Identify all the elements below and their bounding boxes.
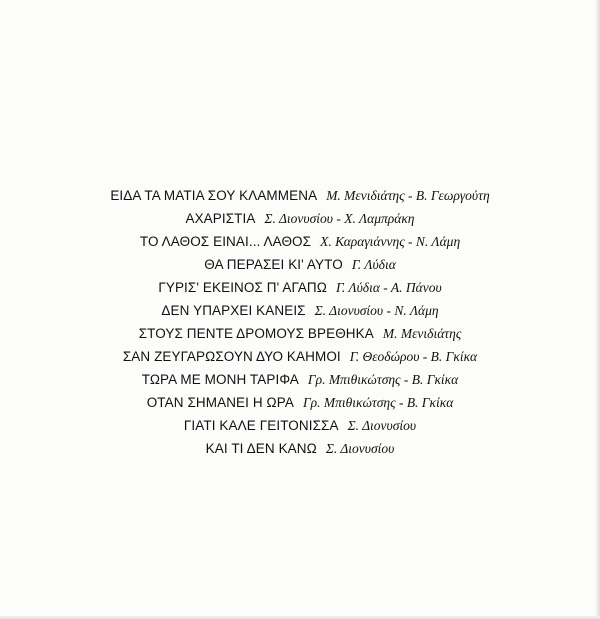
track-item xyxy=(0,184,600,207)
track-title: ΑΧΑΡΙΣΤΙΑ xyxy=(185,211,256,226)
track-credit: Μ. Μενιδιάτης - Β. Γεωργούτη xyxy=(326,188,490,203)
track-item xyxy=(0,437,600,460)
track-list xyxy=(0,184,600,460)
track-title: ΣΤΟΥΣ ΠΕΝΤΕ ΔΡΟΜΟΥΣ ΒΡΕΘΗΚΑ xyxy=(138,326,374,341)
track-title: ΤΟ ΛΑΘΟΣ ΕΙΝΑΙ... ΛΑΘΟΣ xyxy=(139,234,312,249)
track-credit: Μ. Μενιδιάτης xyxy=(382,326,462,341)
track-title: ΚΑΙ ΤΙ ΔΕΝ ΚΑΝΩ xyxy=(205,441,317,456)
track-item xyxy=(0,368,600,391)
track-credit: Σ. Διονυσίου - Χ. Λαμπράκη xyxy=(264,211,415,226)
track-credit: Γ. Λύδια - Α. Πάνου xyxy=(335,280,442,295)
track-title: ΔΕΝ ΥΠΑΡΧΕΙ ΚΑΝΕΙΣ xyxy=(161,303,306,318)
track-credit: Σ. Διονυσίου - Ν. Λάμη xyxy=(314,303,439,318)
track-item xyxy=(0,207,600,230)
track-title: ΓΥΡΙΣ' ΕΚΕΙΝΟΣ Π' ΑΓΑΠΩ xyxy=(158,280,327,295)
track-credit: Γρ. Μπιθικώτσης - Β. Γκίκα xyxy=(307,372,459,387)
track-item xyxy=(0,230,600,253)
track-item xyxy=(0,253,600,276)
track-credit: Γρ. Μπιθικώτσης - Β. Γκίκα xyxy=(302,395,454,410)
track-credit: Γ. Λύδια xyxy=(351,257,396,272)
track-item xyxy=(0,345,600,368)
track-title: ΓΙΑΤΙ ΚΑΛΕ ΓΕΙΤΟΝΙΣΣΑ xyxy=(183,418,339,433)
track-credit: Χ. Καραγιάννης - Ν. Λάμη xyxy=(320,234,461,249)
track-item xyxy=(0,391,600,414)
track-title: ΟΤΑΝ ΣΗΜΑΝΕΙ Η ΩΡΑ xyxy=(146,395,294,410)
track-item xyxy=(0,322,600,345)
track-item xyxy=(0,276,600,299)
track-title: ΤΩΡΑ ΜΕ ΜΟΝΗ ΤΑΡΙΦΑ xyxy=(141,372,299,387)
track-item xyxy=(0,299,600,322)
track-credit: Σ. Διονυσίου xyxy=(347,418,417,433)
track-item xyxy=(0,414,600,437)
track-credit: Σ. Διονυσίου xyxy=(325,441,395,456)
track-title: ΕΙΔΑ ΤΑ ΜΑΤΙΑ ΣΟΥ ΚΛΑΜΜΕΝΑ xyxy=(110,188,318,203)
track-title: ΘΑ ΠΕΡΑΣΕΙ ΚΙ' ΑΥΤΟ xyxy=(204,257,343,272)
track-title: ΣΑΝ ΖΕΥΓΑΡΩΣΟΥΝ ΔΥΟ ΚΑΗΜΟΙ xyxy=(122,349,341,364)
track-credit: Γ. Θεοδώρου - Β. Γκίκα xyxy=(349,349,478,364)
